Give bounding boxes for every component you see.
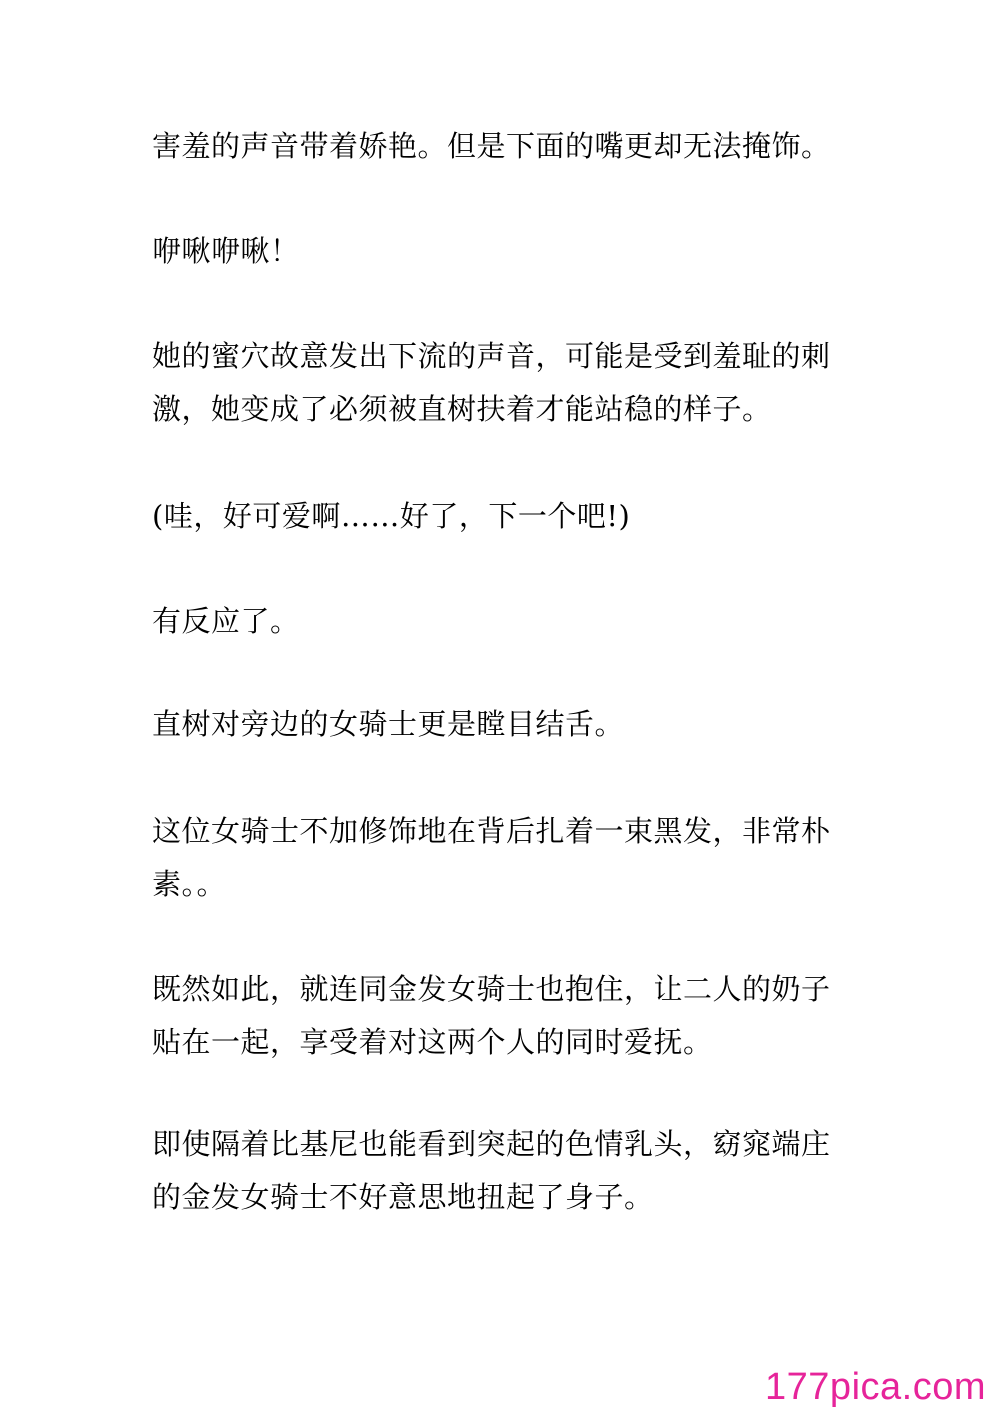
paragraph-9: 即使隔着比基尼也能看到突起的色情乳头，窈窕端庄的金发女骑士不好意思地扭起了身子。 — [152, 1127, 831, 1214]
paragraph-8: 既然如此，就连同金发女骑士也抱住，让二人的奶子贴在一起，享受着对这两个人的同时爱抚。 — [152, 972, 831, 1059]
paragraph-1: 害羞的声音带着娇艳。但是下面的嘴更却无法掩饰。 — [152, 129, 831, 163]
paragraph-4: (哇，好可爱啊……好了，下一个吧!) — [152, 499, 631, 533]
paragraph-6: 直树对旁边的女骑士更是瞠目结舌。 — [152, 707, 625, 741]
paragraph-5: 有反应了。 — [152, 604, 300, 638]
paragraph-7: 这位女骑士不加修饰地在背后扎着一束黑发，非常朴素。。 — [152, 814, 831, 901]
paragraph-2: 咿啾咿啾！ — [152, 234, 300, 268]
site-watermark: 177pica.com — [765, 1366, 986, 1408]
paragraph-3: 她的蜜穴故意发出下流的声音，可能是受到羞耻的刺激，她变成了必须被直树扶着才能站稳的样子。 — [152, 339, 831, 426]
